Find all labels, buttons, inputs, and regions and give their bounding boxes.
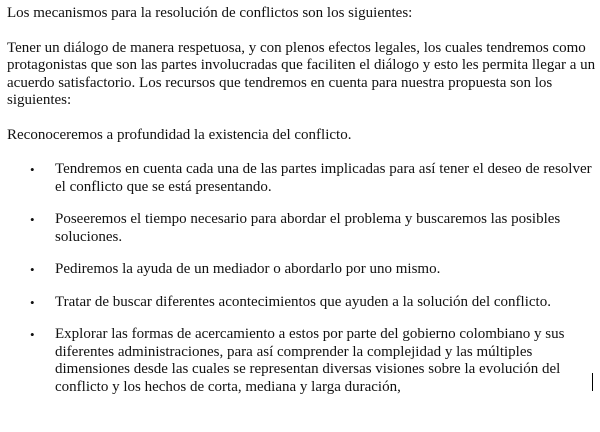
- list-item: [7, 261, 597, 279]
- bullet-icon: •: [30, 212, 35, 227]
- dialogue-paragraph: Tener un diálogo de manera respetuosa, y con plenos efectos legales, los cuales tendremos como protagonistas que son las partes involucradas que faciliten el diálogo y esto les permita llegar a un acuerdo satisfactorio. Los recursos que tendremos en cuenta para nuestra propuesta son los siguientes:: [7, 39, 596, 108]
- bullet-icon: •: [30, 294, 35, 310]
- list-item: [7, 211, 597, 246]
- intro-paragraph: Los mecanismos para la resolución de conflictos son los siguientes:: [7, 5, 413, 21]
- bullet-icon: •: [30, 327, 35, 342]
- text-cursor: [592, 373, 593, 391]
- bullet-icon: •: [30, 262, 35, 277]
- list-item: [7, 326, 597, 396]
- list-item: [7, 161, 597, 196]
- list-item-text: Tratar de buscar diferentes acontecimientos que ayuden a la solución del conflicto.: [55, 293, 551, 310]
- list-item-text: Tendremos en cuenta cada una de las partes implicadas para así tener el deseo de resolver el conflicto que se está presentando.: [55, 161, 592, 195]
- bullet-list: [7, 161, 597, 396]
- list-item-text: Poseeremos el tiempo necesario para abordar el problema y buscaremos las posibles soluciones.: [55, 211, 561, 245]
- recognition-paragraph: Reconoceremos a profundidad la existencia del conflicto.: [7, 126, 352, 143]
- document-body[interactable]: [7, 5, 597, 411]
- list-item: [7, 294, 597, 312]
- bullet-icon: •: [30, 162, 35, 177]
- list-item-text: Pediremos la ayuda de un mediador o abordarlo por uno mismo.: [55, 261, 441, 277]
- list-item-text: Explorar las formas de acercamiento a estos por parte del gobierno colombiano y sus diferentes administraciones, para así comprender la complejidad y las múltiples dimensiones desde las cuales se representan diversas visiones sobre la evolución del conflicto y los hechos de corta, mediana y larga duración,: [55, 326, 565, 395]
